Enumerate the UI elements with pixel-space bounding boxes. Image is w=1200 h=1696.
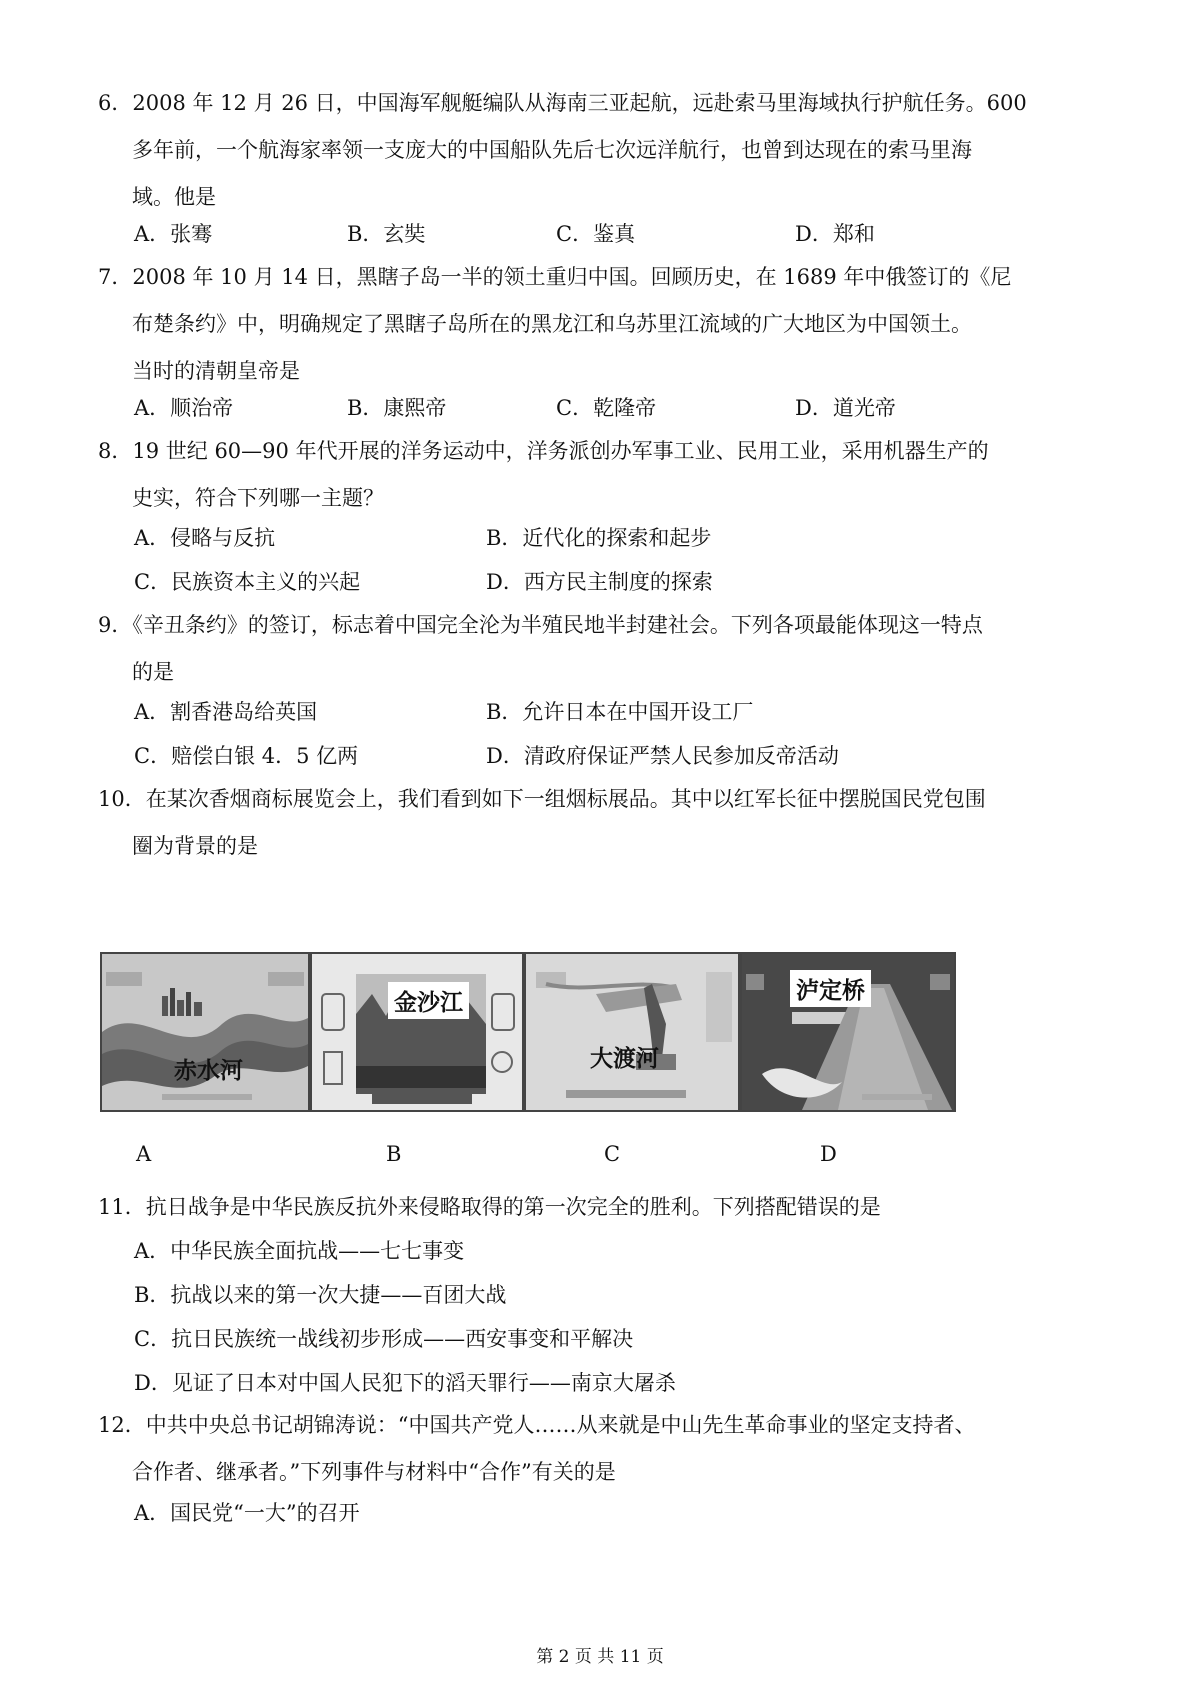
question-text: 《辛丑条约》的签订，标志着中国完全沦为半殖民地半封建社会。下列各项最能体现这一特点 bbox=[132, 613, 983, 637]
question-text: 合作者、继承者。”下列事件与材料中“合作”有关的是 bbox=[132, 1460, 616, 1484]
question-number: 9． bbox=[98, 613, 133, 637]
option[interactable]: D．西方民主制度的探索 bbox=[486, 570, 713, 594]
panel-c-label: 大渡河 bbox=[590, 1046, 659, 1072]
question-number: 11． bbox=[98, 1195, 146, 1219]
panel-d-label: 泸定桥 bbox=[790, 970, 871, 1007]
question-12 bbox=[98, 1402, 1128, 1496]
question-8 bbox=[98, 428, 1128, 522]
panel-b-image[interactable] bbox=[310, 952, 524, 1112]
question-number: 8． bbox=[98, 439, 133, 463]
question-text: 的是 bbox=[132, 660, 174, 684]
question-number: 12． bbox=[98, 1413, 146, 1437]
option[interactable]: A．割香港岛给英国 bbox=[134, 700, 318, 724]
option[interactable]: B．玄奘 bbox=[347, 222, 426, 246]
option[interactable]: A．张骞 bbox=[134, 222, 213, 246]
question-6 bbox=[98, 80, 1128, 221]
option[interactable]: A．顺治帝 bbox=[134, 396, 234, 420]
option[interactable]: C．乾隆帝 bbox=[556, 396, 657, 420]
question-text: 圈为背景的是 bbox=[132, 834, 258, 858]
option[interactable]: B．抗战以来的第一次大捷——百团大战 bbox=[134, 1283, 507, 1307]
option[interactable]: C．抗日民族统一战线初步形成——西安事变和平解决 bbox=[134, 1327, 634, 1351]
question-10 bbox=[98, 776, 1128, 870]
question-text: 在某次香烟商标展览会上，我们看到如下一组烟标展品。其中以红军长征中摆脱国民党包围 bbox=[145, 787, 986, 811]
question-text: 史实，符合下列哪一主题？ bbox=[132, 486, 384, 510]
option[interactable]: A．国民党“一大”的召开 bbox=[134, 1501, 360, 1525]
option[interactable]: D．清政府保证严禁人民参加反帝活动 bbox=[486, 744, 839, 768]
option[interactable]: D．郑和 bbox=[795, 222, 875, 246]
option[interactable]: A．侵略与反抗 bbox=[134, 526, 276, 550]
question-text: 布楚条约》中，明确规定了黑瞎子岛所在的黑龙江和乌苏里江流域的广大地区为中国领土。 bbox=[132, 312, 972, 336]
panel-letter-d: D bbox=[820, 1142, 837, 1166]
option[interactable]: D．道光帝 bbox=[795, 396, 896, 420]
option[interactable]: C．鉴真 bbox=[556, 222, 636, 246]
question-9 bbox=[98, 602, 1128, 696]
panel-letter-a: A bbox=[136, 1142, 152, 1166]
question-7 bbox=[98, 254, 1128, 395]
panel-c-illustration bbox=[526, 954, 738, 1110]
question-11 bbox=[98, 1184, 1128, 1231]
option[interactable]: B．康熙帝 bbox=[347, 396, 447, 420]
option[interactable]: C．赔偿白银 4．5 亿两 bbox=[134, 744, 359, 768]
option[interactable]: C．民族资本主义的兴起 bbox=[134, 570, 361, 594]
question-text: 抗日战争是中华民族反抗外来侵略取得的第一次完全的胜利。下列搭配错误的是 bbox=[145, 1195, 881, 1219]
panel-b-label: 金沙江 bbox=[388, 982, 469, 1019]
panel-a-image[interactable] bbox=[100, 952, 310, 1112]
panel-d-image[interactable] bbox=[740, 952, 956, 1112]
option[interactable]: B．近代化的探索和起步 bbox=[486, 526, 712, 550]
page-footer: 第 2 页 共 11 页 bbox=[536, 1647, 664, 1667]
question-text: 2008 年 12 月 26 日，中国海军舰艇编队从海南三亚起航，远赴索马里海域执行护航任务。600 bbox=[132, 91, 1027, 115]
question-text: 当时的清朝皇帝是 bbox=[132, 359, 300, 383]
question-text: 19 世纪 60—90 年代开展的洋务运动中，洋务派创办军事工业、民用工业，采用机器生产的 bbox=[132, 439, 989, 463]
panel-c-image[interactable] bbox=[524, 952, 740, 1112]
question-text: 多年前，一个航海家率领一支庞大的中国船队先后七次远洋航行，也曾到达现在的索马里海 bbox=[132, 138, 972, 162]
cigarette-label-images bbox=[100, 952, 1038, 1112]
question-number: 10． bbox=[98, 787, 146, 811]
panel-letter-c: C bbox=[604, 1142, 621, 1166]
question-number: 6． bbox=[98, 91, 133, 115]
panel-b-illustration bbox=[312, 954, 522, 1110]
panel-a-label: 赤水河 bbox=[174, 1058, 243, 1084]
panel-letter-b: B bbox=[386, 1142, 402, 1166]
question-text: 域。他是 bbox=[132, 185, 216, 209]
option[interactable]: B．允许日本在中国开设工厂 bbox=[486, 700, 754, 724]
option[interactable]: D．见证了日本对中国人民犯下的滔天罪行——南京大屠杀 bbox=[134, 1371, 676, 1395]
question-text: 2008 年 10 月 14 日，黑瞎子岛一半的领土重归中国。回顾历史，在 1689 年中俄签订的《尼 bbox=[132, 265, 1012, 289]
option[interactable]: A．中华民族全面抗战——七七事变 bbox=[134, 1239, 465, 1263]
question-number: 7． bbox=[98, 265, 133, 289]
question-text: 中共中央总书记胡锦涛说：“中国共产党人……从来就是中山先生革命事业的坚定支持者、 bbox=[145, 1413, 976, 1437]
